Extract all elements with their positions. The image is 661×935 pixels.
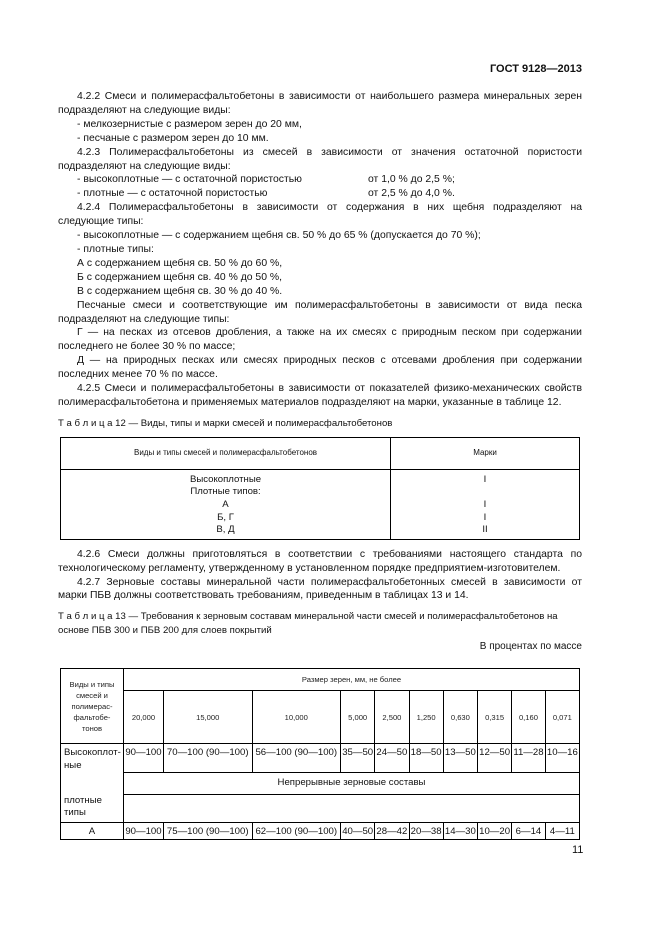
page-number: 11 xyxy=(572,844,584,856)
porosity-high-row xyxy=(58,173,582,187)
table13-cell: 90—100 xyxy=(124,744,164,773)
table13-caption: Т а б л и ц а 13 — Требования к зерновым составам минеральной части смесей и полимерасфальтобетонов на основе ПБВ 300 и ПБВ 200 для слоев покрытий xyxy=(58,611,558,637)
table13-header-types: Виды и типы смесей и полимерас-фальтобе-тонов xyxy=(61,669,124,744)
table12-cell xyxy=(391,486,580,499)
table-12 xyxy=(60,437,580,540)
table-row xyxy=(61,486,580,499)
table13-cell: 90—100 xyxy=(124,823,164,840)
table13-cell: 6—14 xyxy=(512,823,545,840)
size-header: 1,250 xyxy=(409,691,443,744)
paragraph-4-2-2: 4.2.2 Смеси и полимерасфальтобетоны в зависимости от наибольшего размера минеральных зерен подразделяют на следующие виды: xyxy=(58,91,582,116)
table13-cell: 13—50 xyxy=(443,744,477,773)
table12-cell: В, Д xyxy=(61,524,391,539)
table-row xyxy=(61,499,580,512)
list-item-highdense: - высокоплотные — с содержанием щебня св. 50 % до 65 % (допускается до 70 %); xyxy=(77,230,481,242)
table13-cell: 4—11 xyxy=(545,823,579,840)
table-row xyxy=(61,524,580,539)
paragraph-4-2-7: 4.2.7 Зерновые составы минеральной части полимерасфальтобетонных смесей в зависимости от марки ПБВ должны соответствовать требованиям, приведенным в таблицах 13 и 14. xyxy=(58,576,582,602)
row-label-high: Высокоплот-ные xyxy=(61,744,124,773)
table12-cell: Высокоплотные xyxy=(61,469,391,486)
table13-cell: 20—38 xyxy=(409,823,443,840)
table13-cell: 10—16 xyxy=(545,744,579,773)
paragraph-4-2-6: 4.2.6 Смеси должны приготовляться в соответствии с требованиями настоящего стандарта по технологическому регламенту, утвержденному в установленном порядке предприятием-изготовителем. xyxy=(58,548,582,574)
table12-header-grades: Марки xyxy=(391,437,580,469)
paragraph-4-2-3: 4.2.3 Полимерасфальтобетоны из смесей в зависимости от значения остаточной пористости подразделяют на следующие виды: xyxy=(58,146,582,172)
size-header: 0,160 xyxy=(512,691,545,744)
paragraph-sand-mixes: Песчаные смеси и соответствующие им полимерасфальтобетоны в зависимости от вида песка подразделяют на следующие типы: xyxy=(58,299,582,325)
table13-cell: 70—100 (90—100) xyxy=(163,744,252,773)
porosity-dense-row xyxy=(58,187,582,201)
table12-cell: I xyxy=(391,512,580,525)
size-header: 5,000 xyxy=(341,691,375,744)
table12-cell: I xyxy=(391,469,580,486)
continuous-label: Непрерывные зерновые составы xyxy=(124,773,580,795)
table12-cell: А xyxy=(61,499,391,512)
table13-cell: 11—28 xyxy=(512,744,545,773)
size-header: 10,000 xyxy=(252,691,341,744)
table13-cell: 56—100 (90—100) xyxy=(252,744,341,773)
paragraph-4-2-5: 4.2.5 Смеси и полимерасфальтобетоны в зависимости от показателей физико-механических свойств полимерасфальтобетона и применяемых материалов подразделяют на марки, указанные в таблице 12. xyxy=(58,383,582,408)
empty-cell xyxy=(124,795,580,823)
size-header: 20,000 xyxy=(124,691,164,744)
size-header: 0,315 xyxy=(477,691,511,744)
table13-cell: 10—20 xyxy=(477,823,511,840)
table-row xyxy=(61,744,580,773)
porosity-dense-label: - плотные — с остаточной пористостью xyxy=(77,188,268,200)
table12-cell: Плотные типов: xyxy=(61,486,391,499)
table-13 xyxy=(60,668,580,840)
table13-cell: 14—30 xyxy=(443,823,477,840)
type-v: В с содержанием щебня св. 30 % до 40 %. xyxy=(77,285,283,297)
table13-cell: 75—100 (90—100) xyxy=(163,823,252,840)
porosity-high-value: от 1,0 % до 2,5 %; xyxy=(368,174,455,186)
row-label-dense: плотные типы xyxy=(61,795,124,823)
table13-cell: 35—50 xyxy=(341,744,375,773)
row-label-a: А xyxy=(61,823,124,840)
table13-cell: 28—42 xyxy=(375,823,409,840)
document-header: ГОСТ 9128—2013 xyxy=(489,63,582,75)
table12-header-types: Виды и типы смесей и полимерасфальтобетонов xyxy=(61,437,391,469)
empty-cell xyxy=(61,773,124,795)
table-row xyxy=(61,469,580,486)
size-header: 0,071 xyxy=(545,691,579,744)
type-b: Б с содержанием щебня св. 40 % до 50 %, xyxy=(77,271,283,283)
table13-size-row xyxy=(61,691,580,744)
size-header: 0,630 xyxy=(443,691,477,744)
type-g: Г — на песках из отсевов дробления, а также на их смесях с природным песком при содержании последнего не более 30 % по массе; xyxy=(58,327,582,353)
size-header: 2,500 xyxy=(375,691,409,744)
table12-cell: II xyxy=(391,524,580,539)
size-header: 15,000 xyxy=(163,691,252,744)
type-d: Д — на природных песках или смесях природных песков с отсевами дробления при содержании последних менее 70 % по массе. xyxy=(58,355,582,381)
table12-cell: Б, Г xyxy=(61,512,391,525)
type-a: А с содержанием щебня св. 50 % до 60 %, xyxy=(77,257,283,269)
table12-cell: I xyxy=(391,499,580,512)
table13-unit: В процентах по массе xyxy=(479,641,582,653)
porosity-dense-value: от 2,5 % до 4,0 %. xyxy=(368,188,455,200)
table-row xyxy=(61,773,580,795)
table13-cell: 40—50 xyxy=(341,823,375,840)
table-row xyxy=(61,512,580,525)
list-item-fine: - мелкозернистые с размером зерен до 20 мм, xyxy=(77,118,302,130)
page-body xyxy=(58,90,582,840)
table13-header-size: Размер зерен, мм, не более xyxy=(124,669,580,691)
list-item-dense-types: - плотные типы: xyxy=(77,243,154,255)
table13-cell: 12—50 xyxy=(477,744,511,773)
table13-cell: 62—100 (90—100) xyxy=(252,823,341,840)
table-row xyxy=(61,823,580,840)
list-item-sand: - песчаные с размером зерен до 10 мм. xyxy=(77,132,269,144)
table12-caption: Т а б л и ц а 12 — Виды, типы и марки смесей и полимерасфальтобетонов xyxy=(58,417,393,429)
table-row xyxy=(61,795,580,823)
table13-cell: 18—50 xyxy=(409,744,443,773)
table13-cell: 24—50 xyxy=(375,744,409,773)
porosity-high-label: - высокоплотные — с остаточной пористостью xyxy=(77,174,302,186)
paragraph-4-2-4: 4.2.4 Полимерасфальтобетоны в зависимости от содержания в них щебня подразделяют на следующие типы: xyxy=(58,202,582,228)
